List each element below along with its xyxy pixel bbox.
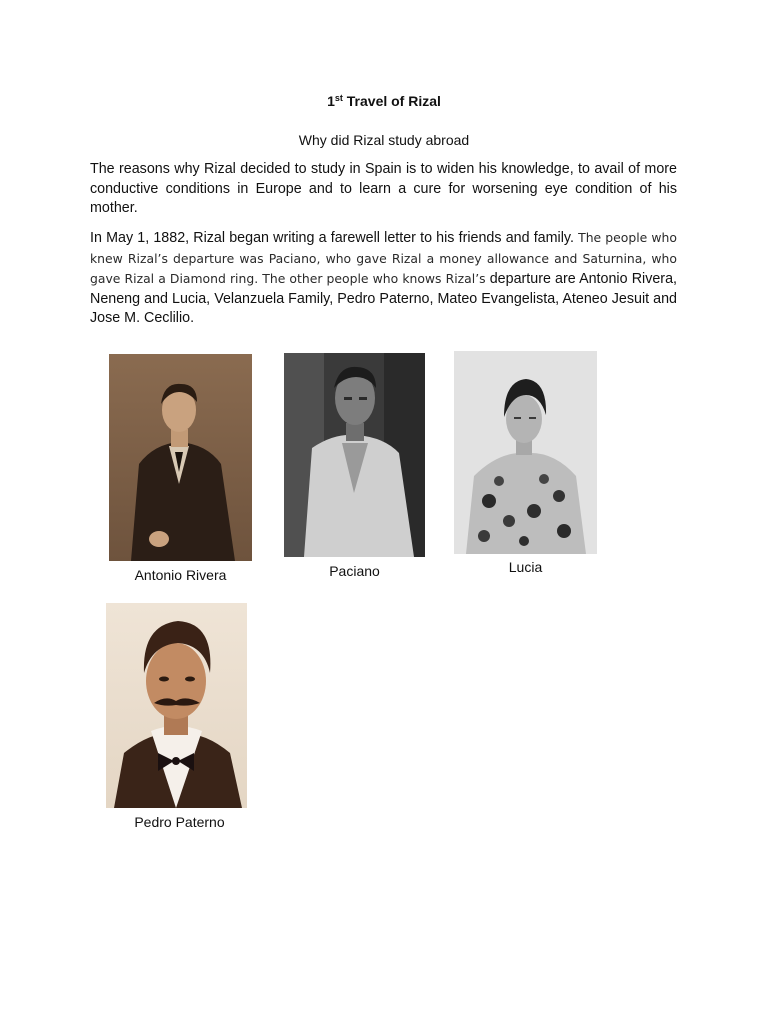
photo-pedro-paterno xyxy=(106,603,247,808)
caption-lucia: Lucia xyxy=(508,559,543,575)
caption-pedro-paterno: Pedro Paterno xyxy=(134,814,225,830)
title-ordinal-suffix: st xyxy=(334,93,343,103)
paragraph-departure-part3: departure are Antonio Rivera, Neneng and Lucia, Velanzuela Family, Pedro Paterno, Mateo Evangelista, Ateneo Jesuit and Jose M. Ceclilio. xyxy=(90,271,677,326)
title-prefix: 1 xyxy=(327,93,335,109)
paragraph-departure-part1: In May 1, 1882, Rizal began writing a farewell letter to his friends and family. xyxy=(90,230,579,246)
title-text: Travel of Rizal xyxy=(342,93,441,109)
page-title xyxy=(0,93,768,109)
paragraph-reasons: The reasons why Rizal decided to study in Spain is to widen his knowledge, to avail of more conductive conditions in Europe and to learn a cure for worsening eye condition of his mother. xyxy=(90,161,677,216)
caption-paciano: Paciano xyxy=(329,563,380,579)
caption-antonio-rivera: Antonio Rivera xyxy=(134,567,227,583)
paragraph-departure xyxy=(90,228,677,329)
photo-paciano xyxy=(284,353,425,557)
photo-antonio-rivera xyxy=(109,354,252,561)
photo-lucia xyxy=(454,351,597,554)
paragraph-departure-part2: The people who knew Rizal’s departure was Paciano, who gave Rizal a money allowance and Saturnina, who gave Rizal a Diamond ring. The other people who knows Rizal’s xyxy=(90,230,677,286)
section-heading: Why did Rizal study abroad xyxy=(298,132,470,148)
